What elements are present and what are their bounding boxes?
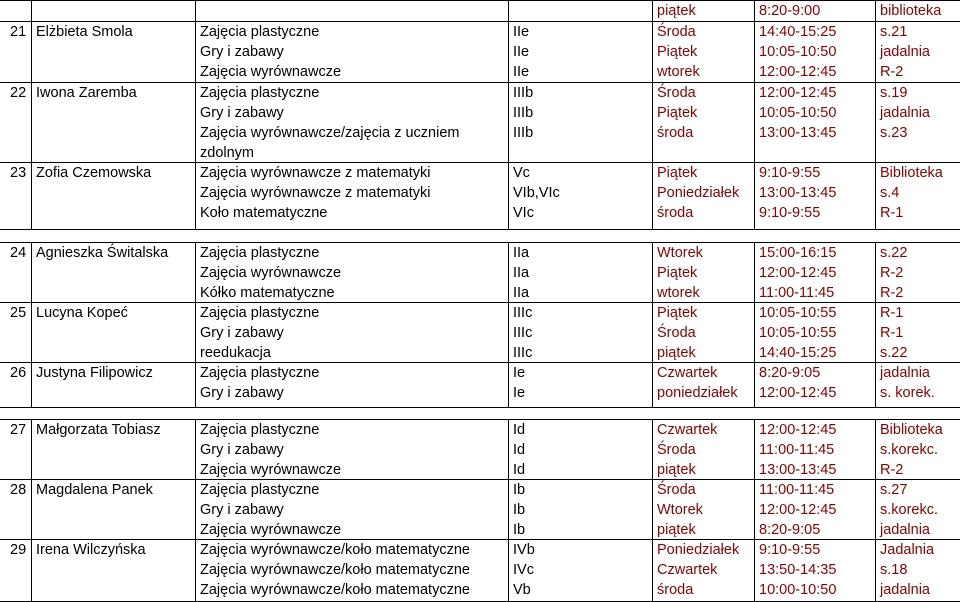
column-divider	[195, 303, 196, 363]
subject: Koło matematyczne	[200, 205, 328, 221]
class-cell	[513, 540, 535, 600]
column-divider	[652, 1, 653, 22]
room: s.22	[880, 345, 908, 361]
column-divider	[652, 303, 653, 363]
column-divider	[195, 243, 196, 303]
class: Ie	[513, 385, 526, 401]
subject-cell	[200, 22, 341, 82]
time: 10:05-10:50	[759, 44, 837, 60]
time: 11:00-11:45	[759, 285, 835, 301]
teacher-number: 25	[10, 305, 27, 321]
day-cell	[657, 1, 696, 21]
column-divider	[875, 540, 876, 601]
column-divider	[652, 363, 653, 407]
subject: Gry i zabawy	[200, 44, 284, 60]
table-row	[0, 419, 960, 480]
time: 12:00-12:45	[759, 502, 837, 518]
table-row	[0, 242, 960, 303]
teacher-name-cell	[36, 243, 168, 263]
class: IIIc	[513, 345, 533, 361]
column-divider	[195, 22, 196, 83]
time: 10:05-10:55	[759, 305, 837, 321]
column-divider	[875, 243, 876, 303]
column-divider	[754, 1, 755, 22]
day: Piątek	[657, 265, 698, 281]
column-divider	[508, 83, 509, 163]
time-cell	[759, 540, 836, 600]
time: 14:40-15:25	[759, 24, 837, 40]
time: 10:05-10:55	[759, 325, 837, 341]
column-divider	[195, 540, 196, 601]
class: IVb	[513, 542, 535, 558]
day: Środa	[657, 442, 696, 458]
class-cell	[513, 243, 529, 303]
column-divider	[652, 480, 653, 540]
column-divider	[875, 363, 876, 407]
column-divider	[875, 303, 876, 363]
table-row	[0, 362, 960, 408]
teacher-name: Justyna Filipowicz	[36, 365, 153, 381]
class: IVc	[513, 562, 534, 578]
column-divider	[508, 540, 509, 601]
teacher-name-cell	[36, 363, 153, 383]
teacher-number-cell	[10, 540, 26, 560]
time-cell	[759, 83, 836, 143]
subject: Zajęcia wyrównawcze/koło matematyczne	[200, 582, 470, 598]
column-divider	[754, 22, 755, 83]
day: Czwartek	[657, 365, 718, 381]
day: Piątek	[657, 305, 698, 321]
room-cell	[880, 420, 943, 480]
time-cell	[759, 363, 836, 403]
subject: Zajęcia plastyczne	[200, 85, 320, 101]
subject: Zajęcia plastyczne	[200, 365, 320, 381]
column-divider	[754, 163, 755, 229]
class: IIIb	[513, 105, 534, 121]
time: 14:40-15:25	[759, 345, 837, 361]
time-cell	[759, 22, 836, 82]
teacher-name-cell	[36, 163, 151, 183]
room: R-1	[880, 325, 904, 341]
time-cell	[759, 420, 836, 480]
time: 12:00-12:45	[759, 265, 837, 281]
subject-cell	[200, 303, 319, 363]
subject: Zajęcia wyrównawcze	[200, 462, 342, 478]
day-cell	[657, 163, 739, 223]
time: 13:00-13:45	[759, 185, 837, 201]
column-divider	[195, 363, 196, 407]
class: IIIb	[513, 85, 534, 101]
room: s.22	[880, 245, 908, 261]
class: VIc	[513, 205, 534, 221]
subject: Zajęcia wyrównawcze	[200, 64, 342, 80]
room: R-2	[880, 285, 904, 301]
subject: Gry i zabawy	[200, 502, 284, 518]
teacher-name: Małgorzata Tobiasz	[36, 422, 161, 438]
day-cell	[657, 83, 697, 143]
subject: zdolnym	[200, 145, 254, 161]
room: R-1	[880, 205, 904, 221]
time: 9:10-9:55	[759, 165, 821, 181]
room-cell	[880, 163, 943, 223]
class: IIe	[513, 64, 530, 80]
time: 15:00-16:15	[759, 245, 837, 261]
room-cell	[880, 1, 941, 21]
time: 9:10-9:55	[759, 205, 821, 221]
day-cell	[657, 420, 717, 480]
teacher-number-cell	[10, 303, 26, 323]
table-row	[0, 302, 960, 363]
column-divider	[31, 22, 32, 83]
column-divider	[508, 480, 509, 540]
table-row	[0, 82, 960, 163]
subject: Zajęcia wyrównawcze/zajęcia z uczniem	[200, 125, 460, 141]
class-cell	[513, 83, 533, 143]
room: Jadalnia	[880, 542, 935, 558]
day: piątek	[657, 522, 696, 538]
class-cell	[513, 480, 525, 540]
column-divider	[508, 22, 509, 83]
subject: Zajęcia wyrównawcze/koło matematyczne	[200, 562, 470, 578]
time: 13:50-14:35	[759, 562, 837, 578]
table-row	[0, 0, 960, 22]
class: Id	[513, 422, 526, 438]
teacher-name: Lucyna Kopeć	[36, 305, 128, 321]
column-divider	[31, 420, 32, 480]
subject: Zajęcia plastyczne	[200, 245, 320, 261]
column-divider	[508, 420, 509, 480]
column-divider	[652, 540, 653, 601]
subject: Zajęcia wyrównawcze/koło matematyczne	[200, 542, 470, 558]
teacher-number: 29	[10, 542, 27, 558]
column-divider	[31, 480, 32, 540]
day: Środa	[657, 482, 696, 498]
day: Poniedziałek	[657, 542, 740, 558]
subject: Gry i zabawy	[200, 442, 284, 458]
column-divider	[195, 83, 196, 163]
room-cell	[880, 303, 907, 363]
class: Ib	[513, 522, 526, 538]
class-cell	[513, 303, 532, 363]
day: Poniedziałek	[657, 185, 740, 201]
teacher-number-cell	[10, 363, 26, 383]
time: 13:00-13:45	[759, 462, 837, 478]
table-row	[0, 162, 960, 230]
time: 8:20-9:05	[759, 522, 821, 538]
room: s.korekc.	[880, 442, 939, 458]
day-cell	[657, 303, 697, 363]
day: Piątek	[657, 44, 698, 60]
room: jadalnia	[880, 44, 930, 60]
teacher-name-cell	[36, 420, 161, 440]
subject: Gry i zabawy	[200, 385, 284, 401]
class: Ie	[513, 365, 526, 381]
teacher-number-cell	[10, 163, 26, 183]
column-divider	[195, 480, 196, 540]
class-cell	[513, 163, 560, 223]
class: IIe	[513, 24, 530, 40]
column-divider	[652, 163, 653, 229]
class-cell	[513, 363, 525, 403]
room: R-2	[880, 64, 904, 80]
subject-cell	[200, 540, 470, 600]
subject: Zajęcia plastyczne	[200, 305, 320, 321]
column-divider	[652, 83, 653, 163]
room-cell	[880, 83, 930, 143]
room: R-1	[880, 305, 904, 321]
class: IIa	[513, 265, 530, 281]
subject: Zajęcia plastyczne	[200, 24, 320, 40]
time: 11:00-11:45	[759, 482, 835, 498]
room: Biblioteka	[880, 422, 943, 438]
column-divider	[754, 303, 755, 363]
subject-cell	[200, 163, 430, 223]
day: Środa	[657, 325, 696, 341]
column-divider	[875, 163, 876, 229]
day: piątek	[657, 3, 696, 19]
time-cell	[759, 303, 836, 363]
table-row	[0, 539, 960, 602]
day: wtorek	[657, 285, 700, 301]
teacher-number: 26	[10, 365, 27, 381]
column-divider	[652, 22, 653, 83]
day: Czwartek	[657, 562, 718, 578]
time-cell	[759, 480, 836, 540]
time: 13:00-13:45	[759, 125, 837, 141]
column-divider	[31, 303, 32, 363]
subject: Zajęcia wyrównawcze	[200, 522, 342, 538]
column-divider	[652, 420, 653, 480]
subject-cell	[200, 243, 341, 303]
time-cell	[759, 1, 820, 21]
room-cell	[880, 363, 935, 403]
column-divider	[508, 363, 509, 407]
class: IIIc	[513, 305, 533, 321]
class-cell	[513, 22, 529, 82]
room: jadalnia	[880, 522, 930, 538]
class: Ib	[513, 502, 526, 518]
subject: Gry i zabawy	[200, 325, 284, 341]
day: Piątek	[657, 105, 698, 121]
subject-cell	[200, 83, 460, 163]
teacher-number: 23	[10, 165, 27, 181]
room: Biblioteka	[880, 165, 943, 181]
day: Wtorek	[657, 245, 703, 261]
teacher-name: Agnieszka Świtalska	[36, 245, 169, 261]
column-divider	[875, 83, 876, 163]
day: środa	[657, 582, 694, 598]
teacher-name: Iwona Zaremba	[36, 85, 137, 101]
time-cell	[759, 163, 836, 223]
day-cell	[657, 363, 738, 403]
subject-cell	[200, 363, 319, 403]
class: Id	[513, 462, 526, 478]
column-divider	[508, 243, 509, 303]
room: biblioteka	[880, 3, 942, 19]
time: 8:20-9:00	[759, 3, 821, 19]
day: wtorek	[657, 64, 700, 80]
room: jadalnia	[880, 582, 930, 598]
subject: reedukacja	[200, 345, 271, 361]
room: s.23	[880, 125, 908, 141]
time: 9:10-9:55	[759, 542, 821, 558]
time: 8:20-9:05	[759, 365, 821, 381]
teacher-name-cell	[36, 540, 146, 560]
time-cell	[759, 243, 836, 303]
room-cell	[880, 480, 938, 540]
class-cell	[513, 420, 525, 480]
column-divider	[31, 163, 32, 229]
subject: Zajęcia plastyczne	[200, 422, 320, 438]
room: jadalnia	[880, 365, 930, 381]
time: 12:00-12:45	[759, 422, 837, 438]
day: środa	[657, 125, 694, 141]
day-cell	[657, 540, 739, 600]
subject: Zajęcia plastyczne	[200, 482, 320, 498]
column-divider	[875, 480, 876, 540]
teacher-number-cell	[10, 420, 26, 440]
column-divider	[31, 540, 32, 601]
column-divider	[652, 243, 653, 303]
room: s.21	[880, 24, 908, 40]
day: Środa	[657, 24, 696, 40]
day: Wtorek	[657, 502, 703, 518]
column-divider	[754, 83, 755, 163]
subject: Zajęcia wyrównawcze	[200, 265, 342, 281]
teacher-name: Irena Wilczyńska	[36, 542, 146, 558]
room: s.4	[880, 185, 900, 201]
class: Vc	[513, 165, 530, 181]
room: s.27	[880, 482, 908, 498]
teacher-number-cell	[10, 83, 26, 103]
column-divider	[754, 363, 755, 407]
class: IIa	[513, 285, 530, 301]
room: s.korekc.	[880, 502, 939, 518]
column-divider	[31, 83, 32, 163]
teacher-name-cell	[36, 22, 133, 42]
teacher-number: 27	[10, 422, 27, 438]
room: s.19	[880, 85, 908, 101]
column-divider	[508, 1, 509, 22]
time: 12:00-12:45	[759, 64, 837, 80]
subject: Gry i zabawy	[200, 105, 284, 121]
teacher-name: Magdalena Panek	[36, 482, 153, 498]
subject: Zajęcia wyrównawcze z matematyki	[200, 165, 431, 181]
teacher-name-cell	[36, 303, 128, 323]
day: piątek	[657, 462, 696, 478]
teacher-number: 24	[10, 245, 27, 261]
subject-cell	[200, 480, 341, 540]
teacher-number-cell	[10, 22, 26, 42]
class: VIb,VIc	[513, 185, 560, 201]
class: IIIb	[513, 125, 534, 141]
class: IIe	[513, 44, 530, 60]
teacher-number-cell	[10, 480, 26, 500]
table-row	[0, 479, 960, 540]
teacher-number: 22	[10, 85, 27, 101]
day: Piątek	[657, 165, 698, 181]
teacher-name-cell	[36, 480, 153, 500]
class: Ib	[513, 482, 526, 498]
class: Vb	[513, 582, 531, 598]
class: Id	[513, 442, 526, 458]
column-divider	[31, 1, 32, 22]
table-row	[0, 21, 960, 83]
time: 12:00-12:45	[759, 85, 837, 101]
column-divider	[754, 243, 755, 303]
column-divider	[31, 243, 32, 303]
teacher-name: Zofia Czemowska	[36, 165, 152, 181]
teacher-name-cell	[36, 83, 137, 103]
day: środa	[657, 205, 694, 221]
column-divider	[31, 363, 32, 407]
time: 12:00-12:45	[759, 385, 837, 401]
day: Środa	[657, 85, 696, 101]
day-cell	[657, 22, 700, 82]
room: R-2	[880, 265, 904, 281]
column-divider	[875, 22, 876, 83]
day: poniedziałek	[657, 385, 738, 401]
column-divider	[195, 420, 196, 480]
teacher-number: 28	[10, 482, 27, 498]
room: s.18	[880, 562, 908, 578]
class: IIa	[513, 245, 530, 261]
room: R-2	[880, 462, 904, 478]
subject-cell	[200, 420, 341, 480]
column-divider	[754, 480, 755, 540]
room-cell	[880, 243, 907, 303]
column-divider	[195, 163, 196, 229]
subject: Kółko matematyczne	[200, 285, 335, 301]
column-divider	[875, 1, 876, 22]
column-divider	[195, 1, 196, 22]
teacher-number: 21	[10, 24, 27, 40]
class: IIIc	[513, 325, 533, 341]
column-divider	[754, 540, 755, 601]
teacher-name: Elżbieta Smola	[36, 24, 133, 40]
room: s. korek.	[880, 385, 935, 401]
column-divider	[875, 420, 876, 480]
time: 10:05-10:50	[759, 105, 837, 121]
room-cell	[880, 540, 934, 600]
day: piątek	[657, 345, 696, 361]
day-cell	[657, 243, 703, 303]
column-divider	[754, 420, 755, 480]
room: jadalnia	[880, 105, 930, 121]
day: Czwartek	[657, 422, 718, 438]
column-divider	[508, 303, 509, 363]
column-divider	[508, 163, 509, 229]
teacher-number-cell	[10, 243, 26, 263]
day-cell	[657, 480, 703, 540]
subject: Zajęcia wyrównawcze z matematyki	[200, 185, 431, 201]
room-cell	[880, 22, 930, 82]
time: 11:00-11:45	[759, 442, 835, 458]
time: 10:00-10:50	[759, 582, 837, 598]
